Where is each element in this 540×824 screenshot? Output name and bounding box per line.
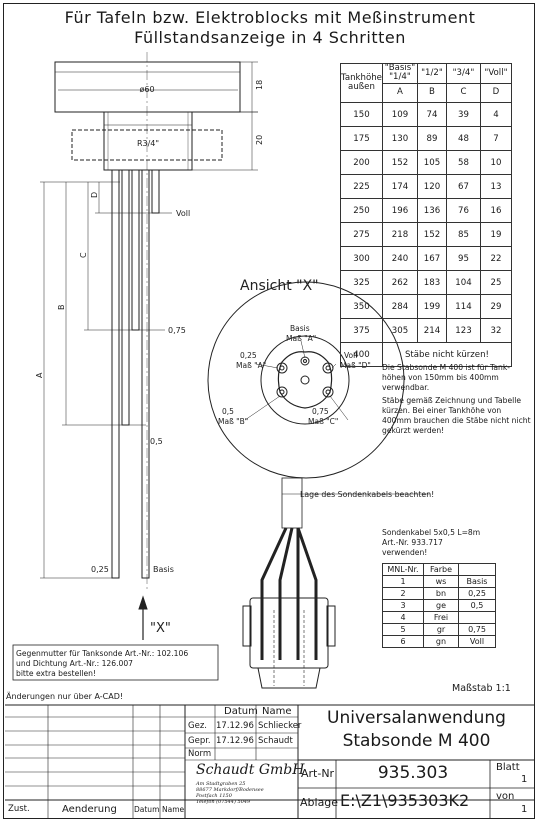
- th-tankhoehe: Tankhöhe außen: [341, 64, 383, 103]
- dim-a-label: A: [35, 372, 44, 378]
- th-3quarter: "3/4": [446, 64, 480, 84]
- mnl-row: [383, 636, 496, 648]
- dim-20-label: 20: [255, 134, 264, 145]
- mnl-cell: 2: [383, 588, 424, 600]
- mnl-row: [383, 576, 496, 588]
- gegenmutter-line3: bitte extra bestellen!: [16, 669, 97, 678]
- table-cell: 136: [417, 199, 446, 223]
- th-voll: "Voll": [480, 64, 511, 84]
- th-sub-b: B: [417, 83, 446, 103]
- table-cell: 130: [382, 127, 417, 151]
- th-basis: "Basis" "1/4": [382, 64, 417, 84]
- table-cell: 152: [382, 151, 417, 175]
- ansicht-x-title: Ansicht "X": [240, 278, 319, 294]
- mnl-cell: Basis: [459, 576, 496, 588]
- mnl-row: [383, 612, 496, 624]
- table-row: [341, 151, 512, 175]
- table-cell: 305: [382, 319, 417, 343]
- tb-name: Name: [162, 805, 185, 814]
- table-cell: 123: [446, 319, 480, 343]
- table-cell: 10: [480, 151, 511, 175]
- cable-verwenden: verwenden!: [382, 548, 428, 557]
- usage-note: Die Stabsonde M 400 ist für Tank- höhen von 150mm bis 400mm verwendbar.: [382, 363, 510, 392]
- table-cell: 199: [417, 295, 446, 319]
- circle-label-075-mass: Maß "C": [308, 417, 339, 426]
- table-cell: 325: [341, 271, 383, 295]
- cable-spec: Sondenkabel 5x0,5 L=8m: [382, 528, 481, 537]
- view-x-label: "X": [150, 621, 171, 636]
- table-cell: 350: [341, 295, 383, 319]
- table-cell: 375: [341, 319, 383, 343]
- mnl-cell: ws: [424, 576, 459, 588]
- mnl-cell: 0,25: [459, 588, 496, 600]
- table-row: [341, 127, 512, 151]
- label-075: 0,75: [168, 326, 186, 335]
- mnl-cell: Voll: [459, 636, 496, 648]
- dim-d-label: D: [90, 191, 99, 198]
- table-cell: 32: [480, 319, 511, 343]
- mnl-cell: bn: [424, 588, 459, 600]
- tb-von-label: von: [496, 791, 515, 802]
- cable-note: Lage des Sondenkabels beachten!: [300, 490, 435, 499]
- tb-artnr-label: Art-Nr: [301, 767, 335, 780]
- circle-label-basis-mass: Maß "A": [286, 334, 317, 343]
- circle-label-025: 0,25: [240, 351, 257, 360]
- label-05: 0,5: [150, 437, 163, 446]
- table-cell: 58: [446, 151, 480, 175]
- table-cell: 13: [480, 175, 511, 199]
- table-cell: 29: [480, 295, 511, 319]
- table-cell: 240: [382, 247, 417, 271]
- gegenmutter-line2: und Dichtung Art.-Nr.: 126.007: [16, 659, 133, 668]
- mnl-row: [383, 588, 496, 600]
- table-cell: 196: [382, 199, 417, 223]
- table-cell: 7: [480, 127, 511, 151]
- tb-gez-name: Schliecker: [258, 721, 302, 731]
- table-cell: 67: [446, 175, 480, 199]
- changes-note: Änderungen nur über A-CAD!: [6, 692, 124, 701]
- tb-datum-header: Datum: [224, 706, 258, 717]
- table-cell: 16: [480, 199, 511, 223]
- table-cell: 214: [417, 319, 446, 343]
- label-basis: Basis: [153, 565, 174, 574]
- address-line: Postfach 1150: [196, 793, 232, 799]
- table-cell: 250: [341, 199, 383, 223]
- table-cell: 262: [382, 271, 417, 295]
- th-sub-d: D: [480, 83, 511, 103]
- table-cell: 76: [446, 199, 480, 223]
- circle-label-basis: Basis: [290, 324, 310, 333]
- table-cell: 74: [417, 103, 446, 127]
- tb-zust: Zust.: [8, 804, 30, 814]
- dim-b-label: B: [57, 304, 66, 310]
- table-row: [341, 319, 512, 343]
- circle-label-05: 0,5: [222, 407, 234, 416]
- mnl-cell: 5: [383, 624, 424, 636]
- table-cell: 284: [382, 295, 417, 319]
- table-row: [341, 175, 512, 199]
- mnl-cell: [459, 612, 496, 624]
- mnl-cell: 4: [383, 612, 424, 624]
- table-cell: 104: [446, 271, 480, 295]
- table-row: [341, 247, 512, 271]
- table-cell: 105: [417, 151, 446, 175]
- drawing-title-line2: Füllstandsanzeige in 4 Schritten: [134, 28, 406, 47]
- circle-label-05-mass: Maß "B": [218, 417, 249, 426]
- table-cell: 95: [446, 247, 480, 271]
- mnl-row: [383, 600, 496, 612]
- circle-label-025-mass: Maß "A": [236, 361, 267, 370]
- cutting-note: Stäbe gemäß Zeichnung und Tabelle kürzen. Bei einer Tankhöhe von 400mm brauchen die Stäbe nicht nicht gekürzt werden!: [382, 396, 531, 435]
- table-cell: 152: [417, 223, 446, 247]
- cable-artnr: Art.-Nr. 933.717: [382, 538, 443, 547]
- gegenmutter-line1: Gegenmutter für Tanksonde Art.-Nr.: 102.106: [16, 649, 189, 658]
- tb-aenderung: Aenderung: [62, 804, 117, 815]
- table-cell: 275: [341, 223, 383, 247]
- tb-ablage-label: Ablage: [300, 796, 339, 809]
- mnl-cell: 0,5: [459, 600, 496, 612]
- company-logo: Schaudt GmbH: [196, 762, 305, 778]
- tb-main-title: Universalanwendung: [327, 708, 506, 728]
- rod-basis: [112, 170, 119, 578]
- tb-gepr: Gepr.: [188, 736, 211, 746]
- label-voll: Voll: [176, 209, 191, 218]
- table-cell: 19: [480, 223, 511, 247]
- table-cell: 218: [382, 223, 417, 247]
- table-cell: 150: [341, 103, 383, 127]
- mnl-cell: ge: [424, 600, 459, 612]
- table-row: [341, 223, 512, 247]
- tb-norm: Norm: [188, 749, 212, 759]
- mnl-cell: 0,75: [459, 624, 496, 636]
- table-row: [341, 271, 512, 295]
- table-cell: 200: [341, 151, 383, 175]
- table-row: [341, 103, 512, 127]
- table-cell: 225: [341, 175, 383, 199]
- tb-gepr-date: 17.12.96: [216, 736, 254, 746]
- table-cell: 400: [341, 343, 383, 367]
- th-half: "1/2": [417, 64, 446, 84]
- tb-name-header: Name: [262, 706, 292, 717]
- mnl-cell: 1: [383, 576, 424, 588]
- tb-product-name: Stabsonde M 400: [342, 731, 491, 751]
- table-cell: 25: [480, 271, 511, 295]
- thread-label: R3/4": [136, 139, 160, 148]
- table-cell: 39: [446, 103, 480, 127]
- address-line: Am Stadtgraben 25: [196, 781, 246, 787]
- mnl-cell: gr: [424, 624, 459, 636]
- table-cell: 109: [382, 103, 417, 127]
- rod-voll: [152, 170, 159, 213]
- tb-blatt-label: Blatt: [496, 762, 520, 773]
- table-cell: 300: [341, 247, 383, 271]
- rod-075: [132, 170, 139, 330]
- tb-artnr: 935.303: [377, 763, 449, 783]
- table-cell: 183: [417, 271, 446, 295]
- address-line: 88677 Markdorf/Bodensee: [196, 787, 264, 793]
- tb-blatt: 1: [521, 774, 528, 785]
- mnl-row: [383, 624, 496, 636]
- rod-05: [122, 170, 129, 425]
- scale-label: Maßstab 1:1: [452, 683, 511, 694]
- address-line: Telefon (07544) 5049: [196, 799, 251, 805]
- tb-datum: Datum: [134, 805, 160, 814]
- table-cell: 48: [446, 127, 480, 151]
- table-cell: 167: [417, 247, 446, 271]
- table-cell: 22: [480, 247, 511, 271]
- table-cell: Stäbe nicht kürzen!: [382, 343, 511, 367]
- mnl-cell: gn: [424, 636, 459, 648]
- table-cell: 4: [480, 103, 511, 127]
- table-cell: 174: [382, 175, 417, 199]
- mnl-header: MNL-Nr.: [383, 564, 424, 576]
- dim-18-label: 18: [255, 79, 264, 90]
- drawing-title-line1: Für Tafeln bzw. Elektroblocks mit Meßinstrument: [64, 8, 476, 27]
- tb-von: 1: [521, 804, 528, 815]
- th-sub-a: A: [382, 83, 417, 103]
- mnl-cell: 3: [383, 600, 424, 612]
- tb-gepr-name: Schaudt: [258, 736, 293, 746]
- mnl-cell: Frei: [424, 612, 459, 624]
- diameter-label: ø60: [139, 85, 155, 94]
- table-cell: 85: [446, 223, 480, 247]
- table-cell: 120: [417, 175, 446, 199]
- tb-gez-date: 17.12.96: [216, 721, 254, 731]
- rod-025: [142, 170, 149, 578]
- circle-label-075: 0,75: [312, 407, 329, 416]
- level-header: [459, 564, 496, 576]
- table-cell: 175: [341, 127, 383, 151]
- table-cell: 114: [446, 295, 480, 319]
- th-sub-c: C: [446, 83, 480, 103]
- tb-ablage: E:\Z1\935303K2: [340, 791, 470, 810]
- dimension-table: [340, 63, 512, 367]
- mnl-cell: 6: [383, 636, 424, 648]
- circle-label-voll: Voll: [344, 351, 358, 360]
- table-cell: 89: [417, 127, 446, 151]
- farbe-header: Farbe: [424, 564, 459, 576]
- table-row: [341, 199, 512, 223]
- rod-holder: [278, 352, 331, 408]
- company-address: [196, 781, 264, 805]
- wire-color-table: [382, 563, 496, 648]
- table-row: [341, 295, 512, 319]
- inner-circle: [261, 336, 349, 424]
- dim-c-label: C: [79, 252, 88, 258]
- label-025: 0,25: [91, 565, 109, 574]
- circle-label-voll-mass: Maß "D": [340, 361, 371, 370]
- tb-gez: Gez.: [188, 721, 207, 731]
